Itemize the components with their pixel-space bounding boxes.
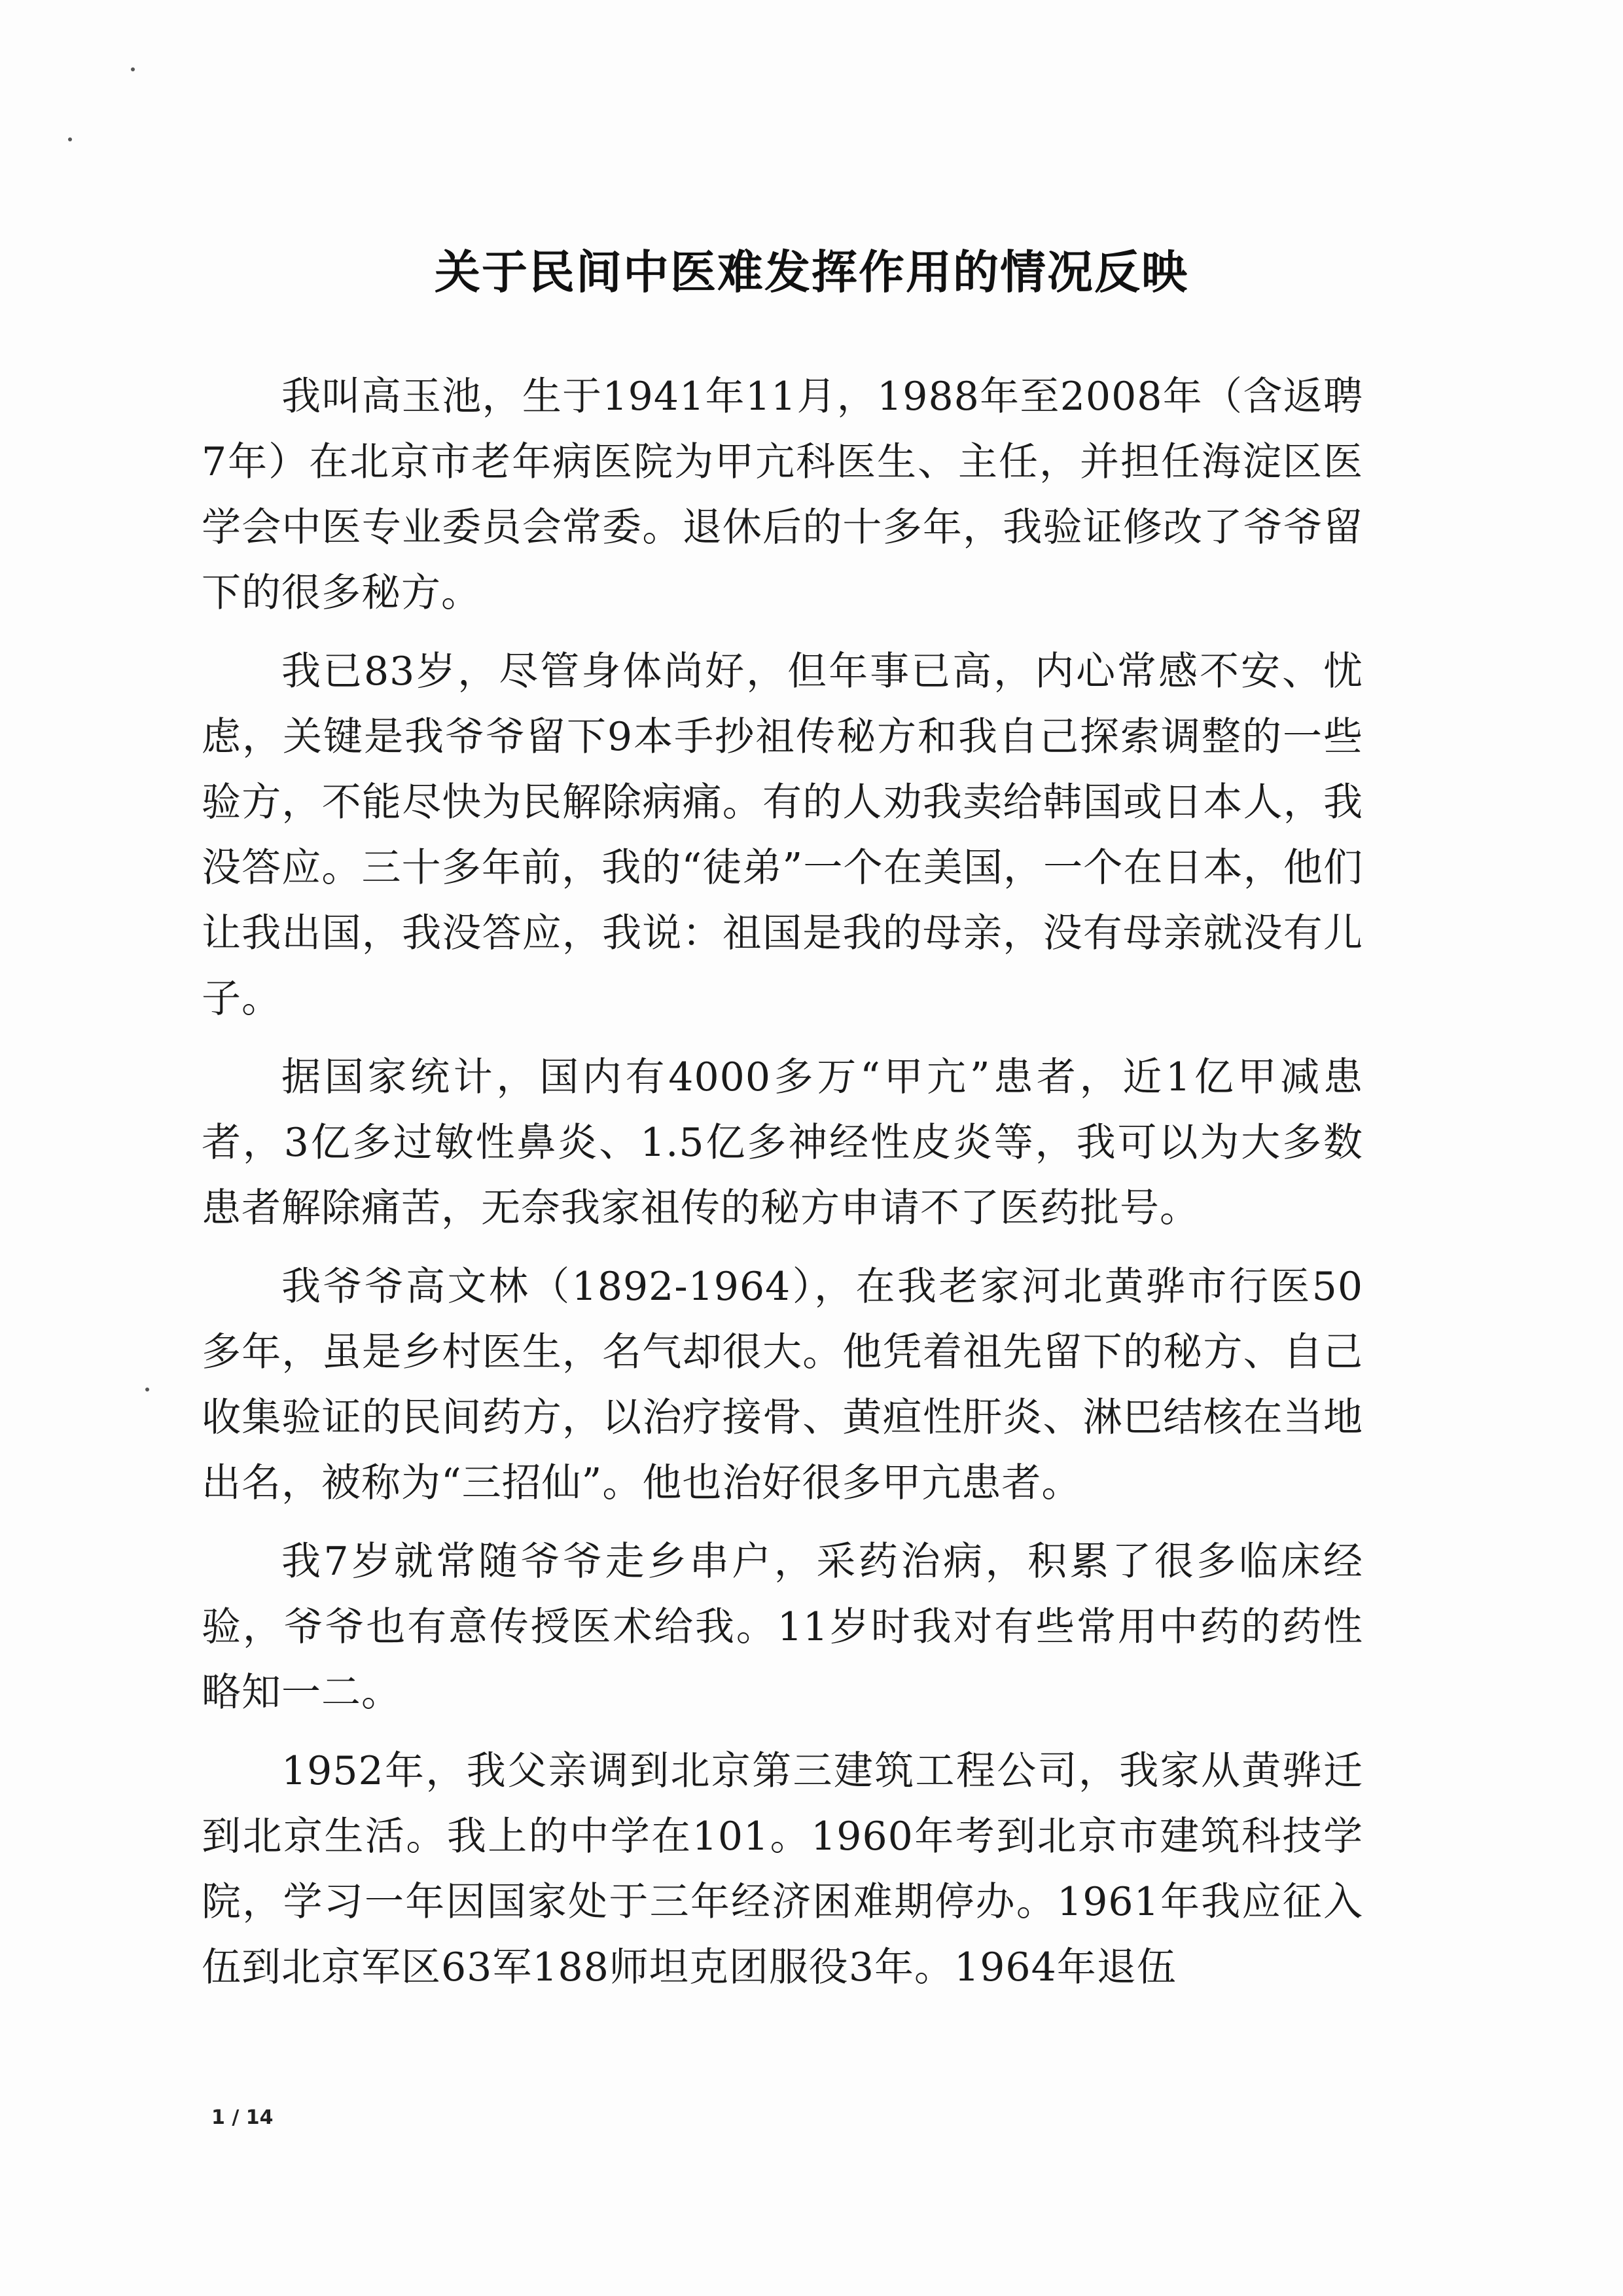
document-body (202, 364, 1363, 2013)
scan-speck (131, 67, 135, 71)
document-title: 关于民间中医难发挥作用的情况反映 (435, 245, 1188, 299)
paragraph: 据国家统计，国内有4000多万“甲亢”患者，近1亿甲减患者，3亿多过敏性鼻炎、1.5亿多神经性皮炎等，我可以为大多数患者解除痛苦，无奈我家祖传的秘方申请不了医药批号。 (202, 1054, 1363, 1231)
paragraph: 我爷爷高文林（1892-1964），在我老家河北黄骅市行医50多年，虽是乡村医生，名气却很大。他凭着祖先留下的秘方、自己收集验证的民间药方，以治疗接骨、黄疸性肝炎、淋巴结核在当地出名，被称为“三招仙”。他也治好很多甲亢患者。 (202, 1264, 1363, 1506)
paragraph: 我7岁就常随爷爷走乡串户，采药治病，积累了很多临床经验，爷爷也有意传授医术给我。11岁时我对有些常用中药的药性略知一二。 (202, 1539, 1363, 1715)
page-number: 1 / 14 (211, 2106, 274, 2129)
paragraph: 我叫高玉池，生于1941年11月，1988年至2008年（含返聘7年）在北京市老年病医院为甲亢科医生、主任，并担任海淀区医学会中医专业委员会常委。退休后的十多年，我验证修改了爷爷留下的很多秘方。 (202, 374, 1363, 616)
scan-speck (145, 1388, 149, 1391)
paragraph: 我已83岁，尽管身体尚好，但年事已高，内心常感不安、忧虑，关键是我爷爷留下9本手抄祖传秘方和我自己探索调整的一些验方，不能尽快为民解除病痛。有的人劝我卖给韩国或日本人，我没答应。三十多年前，我的“徒弟”一个在美国，一个在日本，他们让我出国，我没答应，我说：祖国是我的母亲，没有母亲就没有儿子。 (202, 649, 1363, 1022)
scan-speck (68, 137, 72, 141)
paragraph: 1952年，我父亲调到北京第三建筑工程公司，我家从黄骅迁到北京生活。我上的中学在101。1960年考到北京市建筑科技学院，学习一年因国家处于三年经济困难期停办。1961年我应征入伍到北京军区63军188师坦克团服役3年。1964年退伍 (202, 1748, 1363, 1990)
